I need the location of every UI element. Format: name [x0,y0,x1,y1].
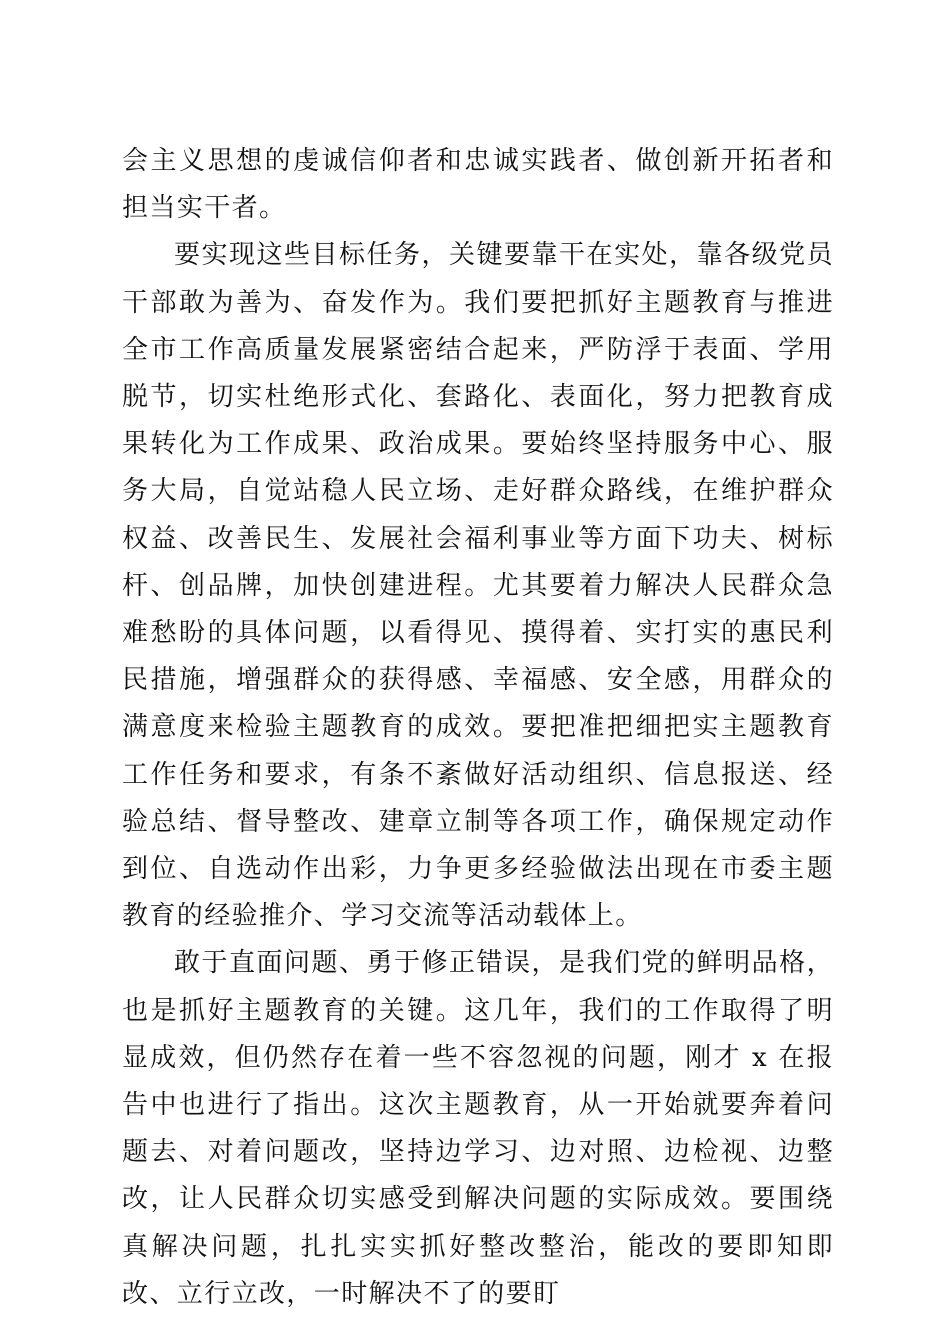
paragraph-1: 会主义思想的虔诚信仰者和忠诚实践者、做创新开拓者和担当实干者。 [122,146,834,224]
paragraph-2: 要实现这些目标任务，关键要靠干在实处，靠各级党员干部敢为善为、奋发作为。我们要把抓好主题教育与推进全市工作高质量发展紧密结合起来，严防浮于表面、学用脱节，切实杜绝形式化、套路化、表面化，努力把教育成果转化为工作成果、政治成果。要始终坚持服务中心、服务大局，自觉站稳人民立场、走好群众路线，在维护群众权益、改善民生、发展社会福利事业等方面下功夫、树标杆、创品牌，加快创建进程。尤其要着力解决人民群众急难愁盼的具体问题，以看得见、摸得着、实打实的惠民利民措施，增强群众的获得感、幸福感、安全感，用群众的满意度来检验主题教育的成效。要把准把细把实主题教育工作任务和要求，有条不紊做好活动组织、信息报送、经验总结、督导整改、建章立制等各项工作，确保规定动作到位、自选动作出彩，力争更多经验做法出现在市委主题教育的经验推介、学习交流等活动载体上。 [122,240,834,932]
paragraph-3: 敢于直面问题、勇于修正错误，是我们党的鲜明品格，也是抓好主题教育的关键。这几年，我们的工作取得了明显成效，但仍然存在着一些不容忽视的问题，刚才 x 在报告中也进行了指出。这次主题教育，从一开始就要奔着问题去、对着问题改，坚持边学习、边对照、边检视、边整改，让人民群众切实感受到解决问题的实际成效。要围绕真解决问题，扎扎实实抓好整改整治，能改的要即知即改、立行立改，一时解决不了的要盯 [122,948,834,1309]
document-body [122,138,834,1318]
